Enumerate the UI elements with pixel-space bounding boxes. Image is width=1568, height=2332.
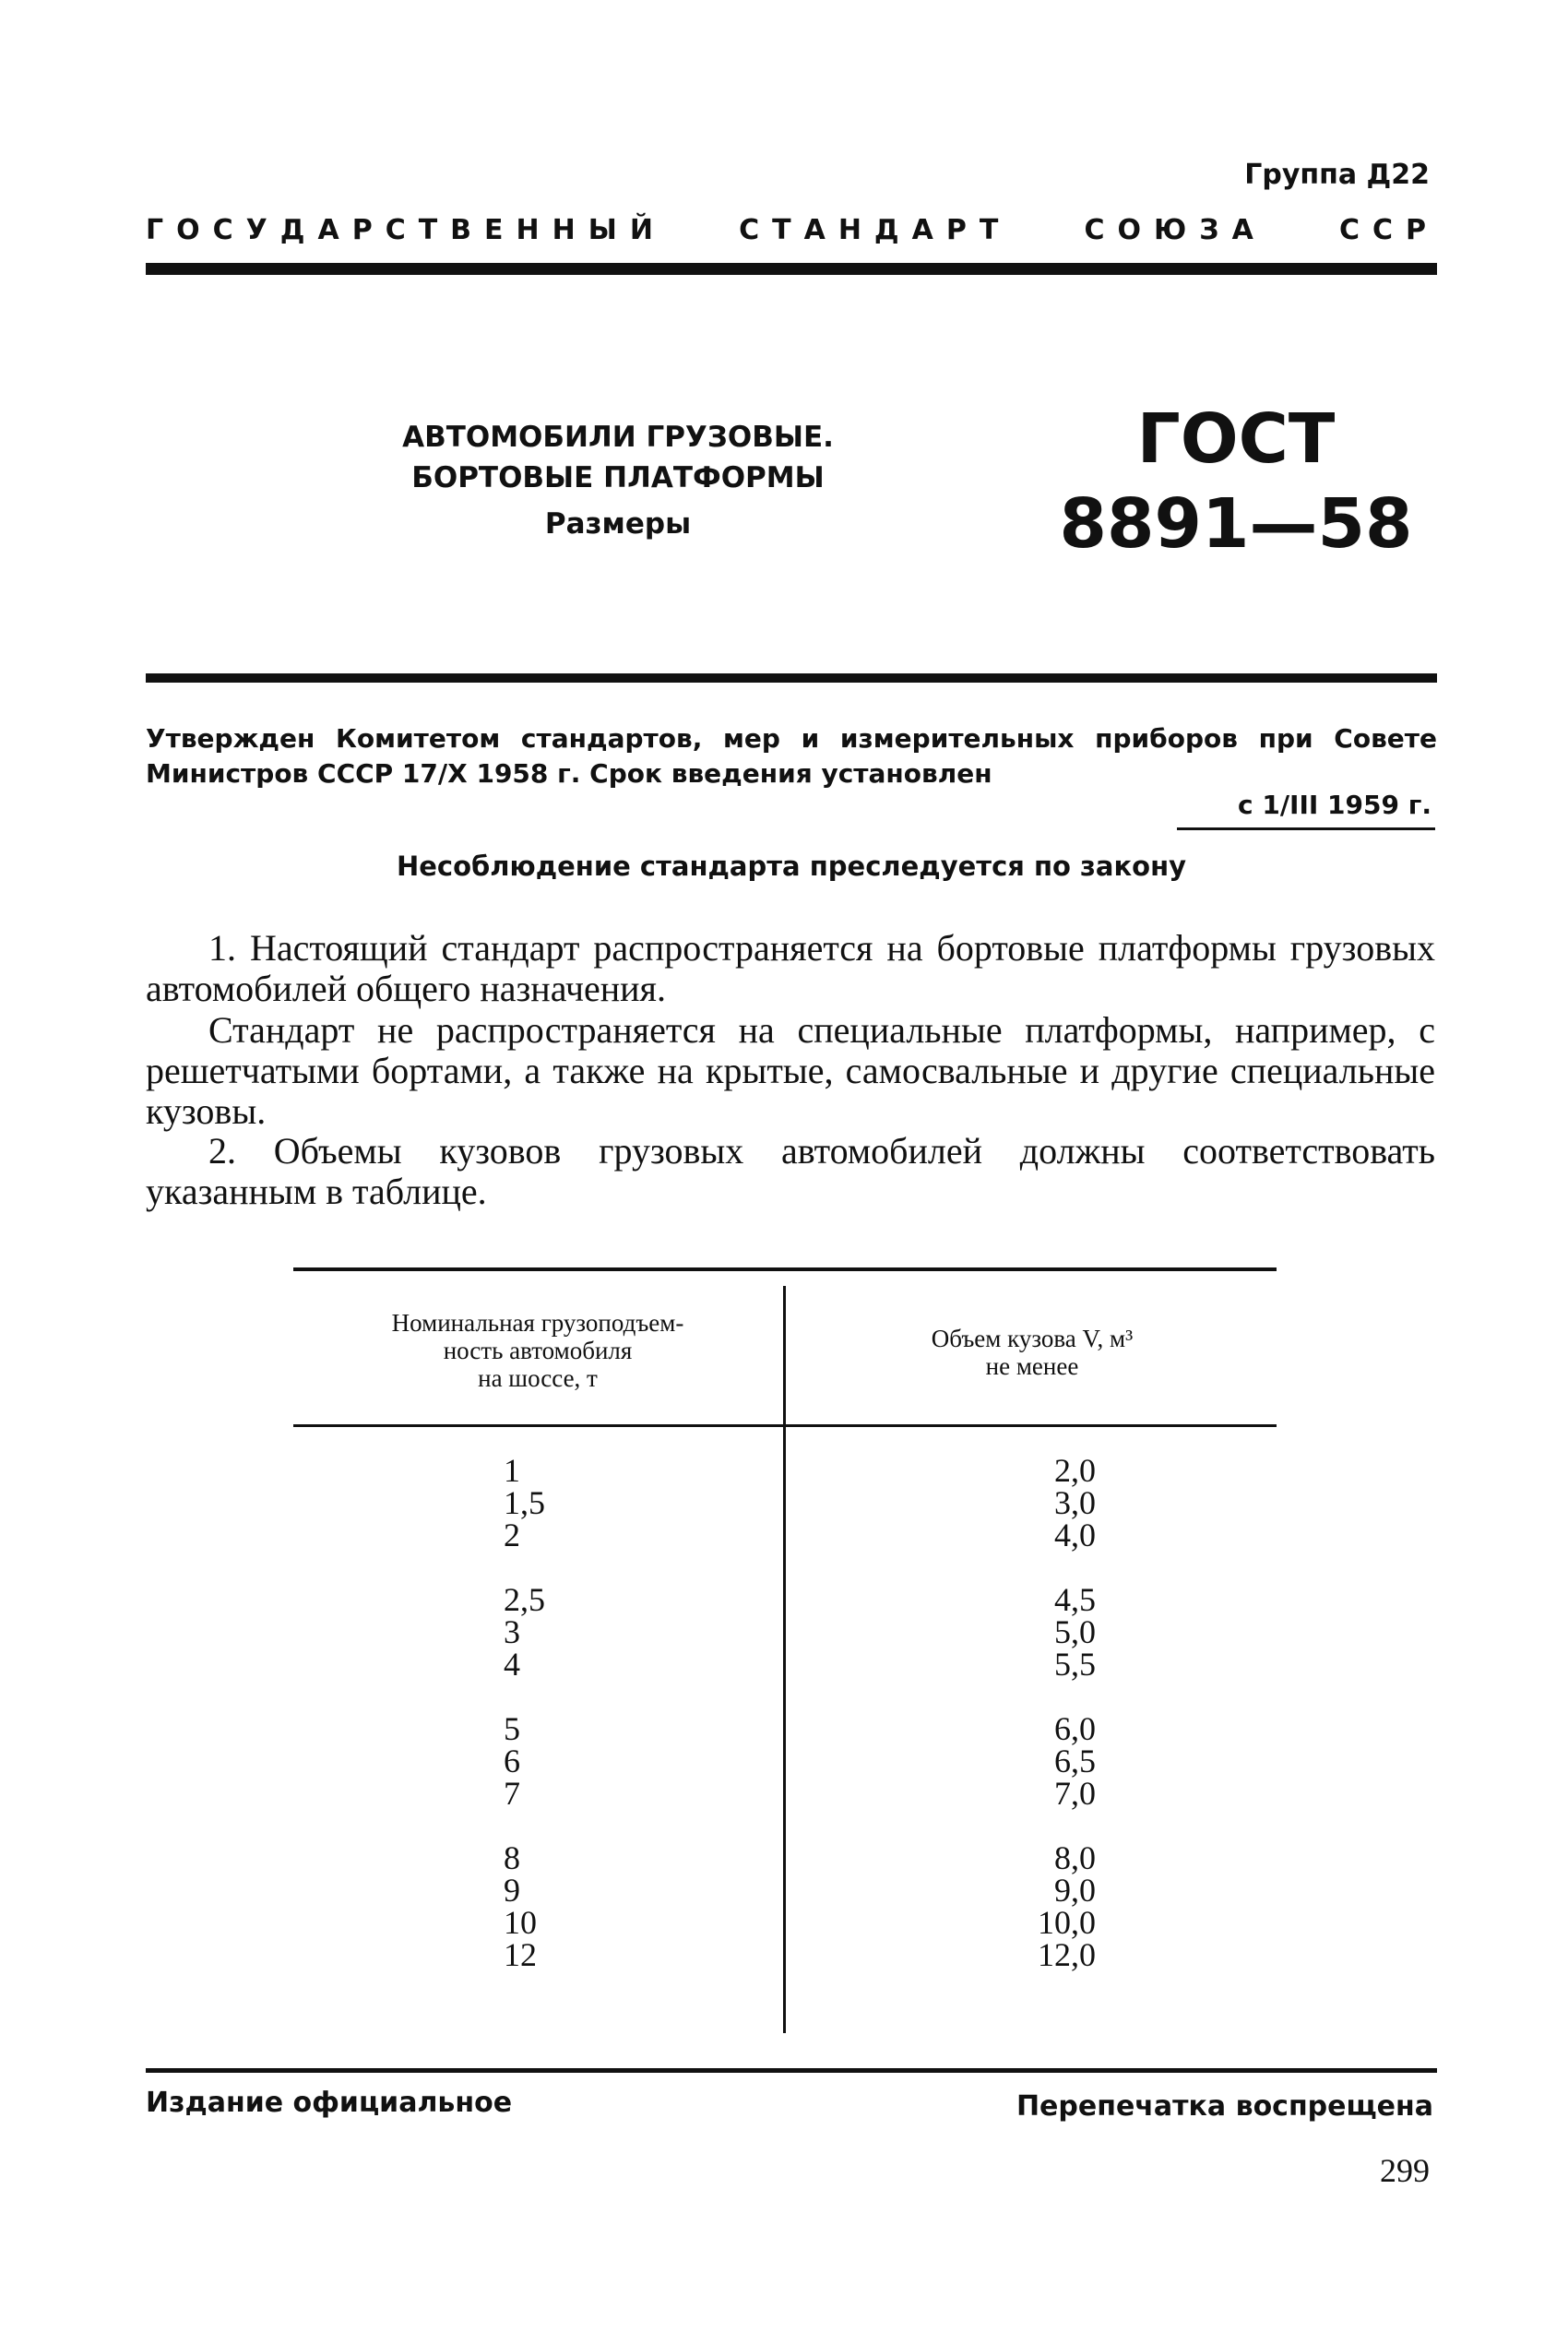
paragraph-1: 1. Настоящий стандарт распространяется на бортовые платформы грузовых автомобилей общего назначения. [146,927,1435,1009]
header-line: ность автомобиля [443,1337,633,1364]
gost-designation [1051,397,1420,566]
volume-cell: 8,0 [1054,1839,1096,1876]
volume-cell: 4,0 [1054,1517,1096,1553]
volume-column [994,1452,1096,2004]
union-word: ГОСУДАРСТВЕННЫЙ [146,214,666,246]
load-cell: 8 [504,1839,520,1876]
table-header-rule [293,1424,1277,1427]
load-cell: 5 [504,1710,520,1747]
section-rule [146,673,1437,683]
group-label: Группа Д22 [1244,159,1430,191]
gost-number: 8891—58 [1059,484,1413,564]
volume-cell: 6,0 [1054,1710,1096,1747]
header-rule [146,263,1437,275]
header-line: на шоссе, т [478,1364,598,1392]
volume-cell: 4,5 [1054,1581,1096,1618]
header-line: не менее [985,1352,1079,1380]
union-header [146,214,1439,246]
volume-cell: 12,0 [1038,1936,1096,1973]
load-column [504,1452,605,2004]
load-cell: 12 [504,1936,537,1973]
paragraph-2: Стандарт не распространяется на специальные платформы, например, с решетчатыми бортами, а также на крытые, самосвальные и другие специальные кузовы. [146,1009,1435,1132]
table-header-load [293,1309,782,1392]
volume-group [994,1839,1096,1973]
load-cell: 7 [504,1775,520,1812]
volume-group [994,1452,1096,1553]
table-top-rule [293,1267,1277,1271]
volume-cell: 3,0 [1054,1484,1096,1521]
union-word: СОЮЗА [1084,214,1266,246]
volume-cell: 5,5 [1054,1646,1096,1683]
volume-cell: 2,0 [1054,1452,1096,1489]
table-header-volume [788,1325,1277,1380]
gost-word: ГОСТ [1136,399,1336,479]
footer-rule [146,2068,1437,2073]
load-group [504,1581,605,1683]
title-line: БОРТОВЫЕ ПЛАТФОРМЫ [411,461,825,494]
header-line: Объем кузова V, м³ [931,1325,1134,1352]
approval-note: Утвержден Комитетом стандартов, мер и измерительных приборов при Совете Министров СССР 17/X 1958 г. Срок введения установлен [146,723,1437,789]
document-title [387,417,849,544]
load-cell: 2,5 [504,1581,545,1618]
volume-group [994,1581,1096,1683]
load-cell: 4 [504,1646,520,1683]
reprint-notice: Перепечатка воспрещена [1016,2090,1433,2123]
volume-cell: 5,0 [1054,1613,1096,1650]
load-cell: 10 [504,1904,537,1941]
load-cell: 2 [504,1517,520,1553]
header-line: Номинальная грузоподъем- [391,1309,684,1337]
title-subtitle: Размеры [544,507,692,541]
effective-date: с 1/III 1959 г. [1238,790,1431,820]
penalty-notice: Несоблюдение стандарта преследуется по закону [396,851,1187,882]
title-line: АВТОМОБИЛИ ГРУЗОВЫЕ. [402,421,834,454]
volume-table [293,1267,1277,2029]
load-cell: 1,5 [504,1484,545,1521]
edition-label: Издание официальное [146,2087,513,2119]
effective-date-underline [1177,827,1435,830]
volume-cell: 7,0 [1054,1775,1096,1812]
union-word: СТАНДАРТ [739,214,1012,246]
page-number: 299 [1380,2152,1430,2189]
volume-cell: 9,0 [1054,1872,1096,1909]
volume-cell: 6,5 [1054,1743,1096,1779]
volume-group [994,1710,1096,1812]
load-cell: 9 [504,1872,520,1909]
union-word: ССР [1338,214,1439,246]
load-cell: 1 [504,1452,520,1489]
paragraph-3: 2. Объемы кузовов грузовых автомобилей должны соответствовать указанным в таблице. [146,1130,1435,1212]
load-group [504,1710,605,1812]
load-group [504,1839,605,1973]
volume-cell: 10,0 [1038,1904,1096,1941]
load-cell: 6 [504,1743,520,1779]
table-column-divider [783,1286,786,2033]
load-group [504,1452,605,1553]
load-cell: 3 [504,1613,520,1650]
